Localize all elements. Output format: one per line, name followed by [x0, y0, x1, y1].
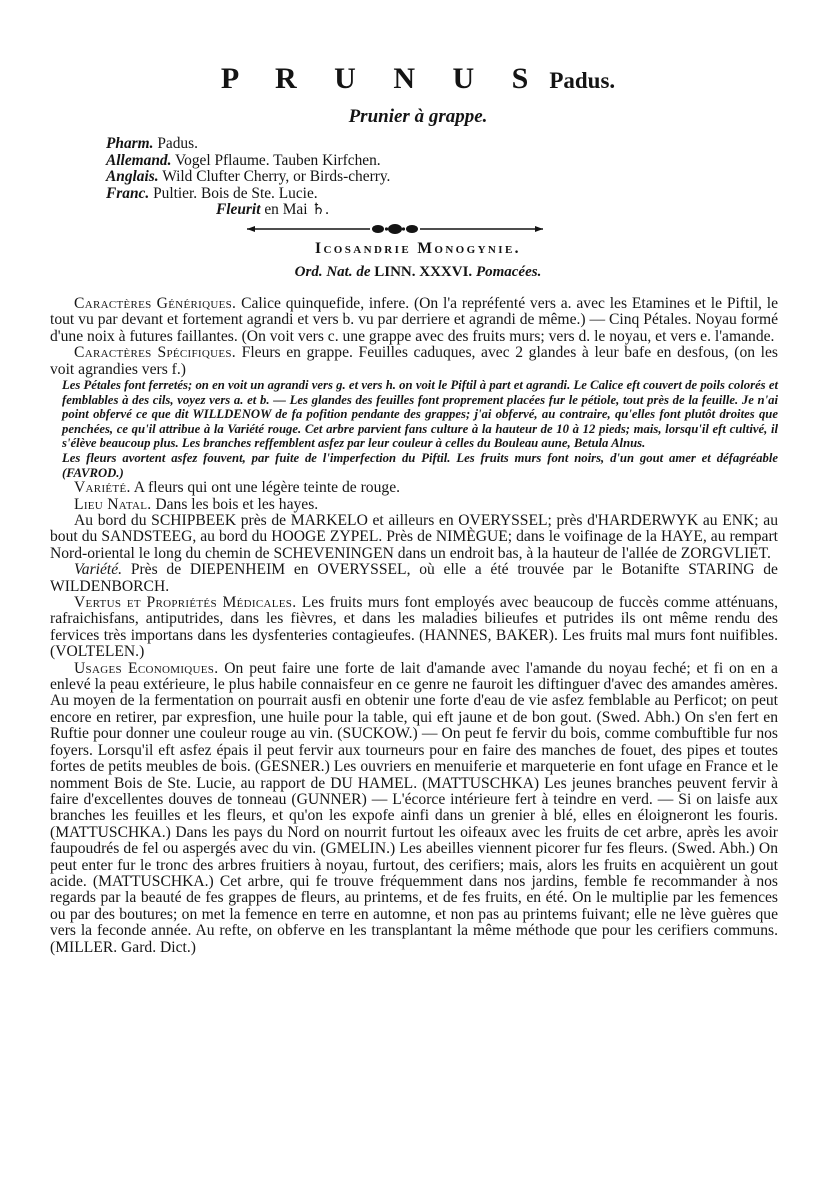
section-heading: Variété. — [74, 561, 123, 579]
vernacular-row — [106, 202, 390, 219]
section-heading: Variété. — [74, 479, 131, 497]
vernacular-names — [106, 136, 390, 219]
economic-uses — [50, 661, 778, 956]
vernacular-text: Vogel Pflaume. Tauben Kirfchen. — [175, 151, 381, 169]
vernacular-row — [106, 136, 390, 153]
french-name: Prunier à grappe. — [348, 106, 488, 127]
vernacular-row — [106, 186, 390, 203]
section-text: Fleurs en grappe. Feuilles caduques, avec 2 glandes à leur bafe en desfous, (on les voit agrandies vers f.) — [50, 344, 778, 378]
botanical-note: Les fleurs avortent asfez fouvent, par fuite de l'imperfection du Piftil. Les fruits murs font noirs, d'un gout amer et défagréable (FAVROD.) — [62, 451, 778, 480]
vernacular-text: Pultier. Bois de Ste. Lucie. — [153, 184, 318, 202]
vernacular-text: en Mai ♄. — [264, 201, 330, 219]
genus-name: P R U N U S — [220, 62, 544, 95]
order-suffix: Pomacées. — [475, 264, 542, 280]
variety — [50, 480, 778, 496]
order-prefix: Ord. Nat. de — [294, 264, 371, 280]
vernacular-label: Fleurit — [216, 201, 261, 219]
section-text: A fleurs qui ont une légère teinte de rouge. — [133, 479, 401, 497]
order-linn: LINN. XXXVI. — [374, 264, 473, 280]
section-heading: Vertus et Propriétés Médicales. — [74, 594, 297, 612]
specific-characters — [50, 345, 778, 378]
locations-paragraph: Au bord du SCHIPBEEK près de MARKELO et ailleurs en OVERYSSEL; près d'HARDERWYK au ENK; au bout du SANDSTEEG, au bord du HOOGE ZYPEL. Près de NIMÈGUE; dans le voifinage de la HAYE, au rempart Nord-oriental le long du chemin de SCHEVENINGEN dans un endroit bas, à la hauteur de l'allée de ZORGVLIET. — [50, 512, 778, 562]
vernacular-text: Padus. — [157, 135, 198, 152]
native-place — [50, 497, 778, 513]
section-text: Calice quinquefide, infere. (On l'a repréfenté vers a. avec les Etamines et le Piftil, le tout vu par devant et fortement agrandi et vers b. vu par derriere et agrandi de même.) — Cinq Pétales. Noyau formé d'une noix à futures faillantes. (On voit vers c. une grappe avec des fruits murs; vers d. le noyau, et vers e. l'amande. — [50, 295, 778, 345]
ornamental-rule — [245, 222, 545, 236]
vernacular-label: Pharm. — [106, 135, 154, 152]
section-text: Près de DIEPENHEIM en OVERYSSEL, où elle a été trouvée par le Botanifte STARING de WILDENBORCH. — [50, 561, 778, 595]
vernacular-label: Anglais. — [106, 168, 159, 186]
natural-order — [0, 264, 836, 281]
species-name: Padus. — [549, 68, 616, 93]
page-title — [0, 62, 836, 96]
vernacular-label: Franc. — [106, 184, 150, 202]
medical-properties — [50, 595, 778, 661]
vernacular-row — [106, 169, 390, 186]
section-heading: Usages Economiques. — [74, 659, 219, 677]
section-text: Dans les bois et les hayes. — [155, 495, 319, 513]
vernacular-text: Wild Clufter Cherry, or Birds-cherry. — [162, 168, 391, 186]
generic-characters — [50, 296, 778, 345]
botanical-note: Les Pétales font ferretés; on en voit un agrandi vers g. et vers h. on voit le Piftil à part et agrandi. Le Calice eft couvert de poils colorés et femblables à des cils, voyez vers a. et b. — Les glandes des feuilles font proprement placées fur le pétiole, tout près de la feuille. Je n'ai point obfervé ce que dit WILLDENOW de fa pofition pendante des grappes; j'ai obfervé, au contraire, qu'elles font plutôt droites que penchées, ce qu'il attribue à la Variété rouge. Cet arbre parvient fans culture à la hauteur de 10 à 12 pieds; mais, lorsqu'il eft cultivé, il s'élève beaucoup plus. Les branches reffemblent asfez par leur couleur à celles du Bouleau aune, Betula Alnus. — [62, 378, 778, 451]
main-text — [50, 296, 778, 956]
vernacular-label: Allemand. — [106, 151, 172, 169]
section-text: Les fruits murs font employés avec beaucoup de fuccès comme atténuans, rafraichisfans, antiputrides, dans les fièvres, et dans les maladies bilieufes et putrides ils ont même rendu des fervices très importans dans les dysfenteries contagieufes. (HANNES, BAKER). Les fruits mal murs font nuifibles. (VOLTELEN.) — [50, 594, 778, 661]
variety-location — [50, 562, 778, 595]
section-heading: Caractères Génériques. — [74, 295, 237, 312]
vernacular-row — [106, 153, 390, 170]
section-heading: Caractères Spécifiques. — [74, 344, 237, 362]
section-heading: Lieu Natal. — [74, 495, 152, 513]
section-text: On peut faire une forte de lait d'amande avec l'amande du noyau feché; et fi on en a enlevé la peau extérieure, le plus habile connaisfeur en ce genre ne fauroit les diftinguer d'avec des amandes amères. Au moyen de la fermentation on pourrait ausfi en obtenir une forte d'eau de vie asfez femblable au Perficot; on peut encore en retirer, par expresfion, une huile pour la table, qui eft jaune et de bon gout. (Swed. Abh.) On s'en fert en Ruftie pour donner une couleur rouge au vin. (SUCKOW.) — On peut fe fervir du bois, comme combuftible fur nos foyers. Lorsqu'il eft asfez épais il peut fervir aux tourneurs pour en faire des manches de fouet, des pipes et toutes fortes de petits meubles de bois. (GESNER.) Les ouvriers en menuiferie et marqueterie en font ufage en France et le nomment Bois de Ste. Lucie, au rapport de DU HAMEL. (MATTUSCHKA) Les jeunes branches peuvent fervir à faire d'excellentes douves de tonneau (GUNNER) — L'écorce intérieure fert à teindre en verd. — Si on laisfe aux branches les feuilles et les fleurs, et qu'on les expofe ainfi dans un grenier à blé, elles en éloigneront les fouris. (MATTUSCHKA.) Dans les pays du Nord on nourrit furtout les oifeaux avec les fruits de cet arbre, après les avoir faupoudrés de fel ou aspergés avec du vin. (GMELIN.) Les abeilles viennent picorer fur fes fleurs. (Swed. Abh.) On peut enter fur le tronc des arbres fruitiers à noyau, furtout, des cerifiers; mais, alors les fruits en acquièrent un gout acide. (MATTUSCHKA.) Cet arbre, qui fe trouve fréquemment dans nos jardins, femble fe recommander à nos regards par la beauté de fes grappes de fleurs, au printems, et de fes fruits, en été. On le multiplie par les femences ou par des boutures; on met la femence en terre en automne, et non pas au printems fuivant; elle ne lève guères que vers la feconde année. Au refte, on obferve en les transplantant la même méthode que pour les cerifiers communs. (MILLER. Gard. Dict.) — [50, 659, 778, 956]
linnaean-class: Icosandrie Monogynie. — [315, 240, 521, 257]
